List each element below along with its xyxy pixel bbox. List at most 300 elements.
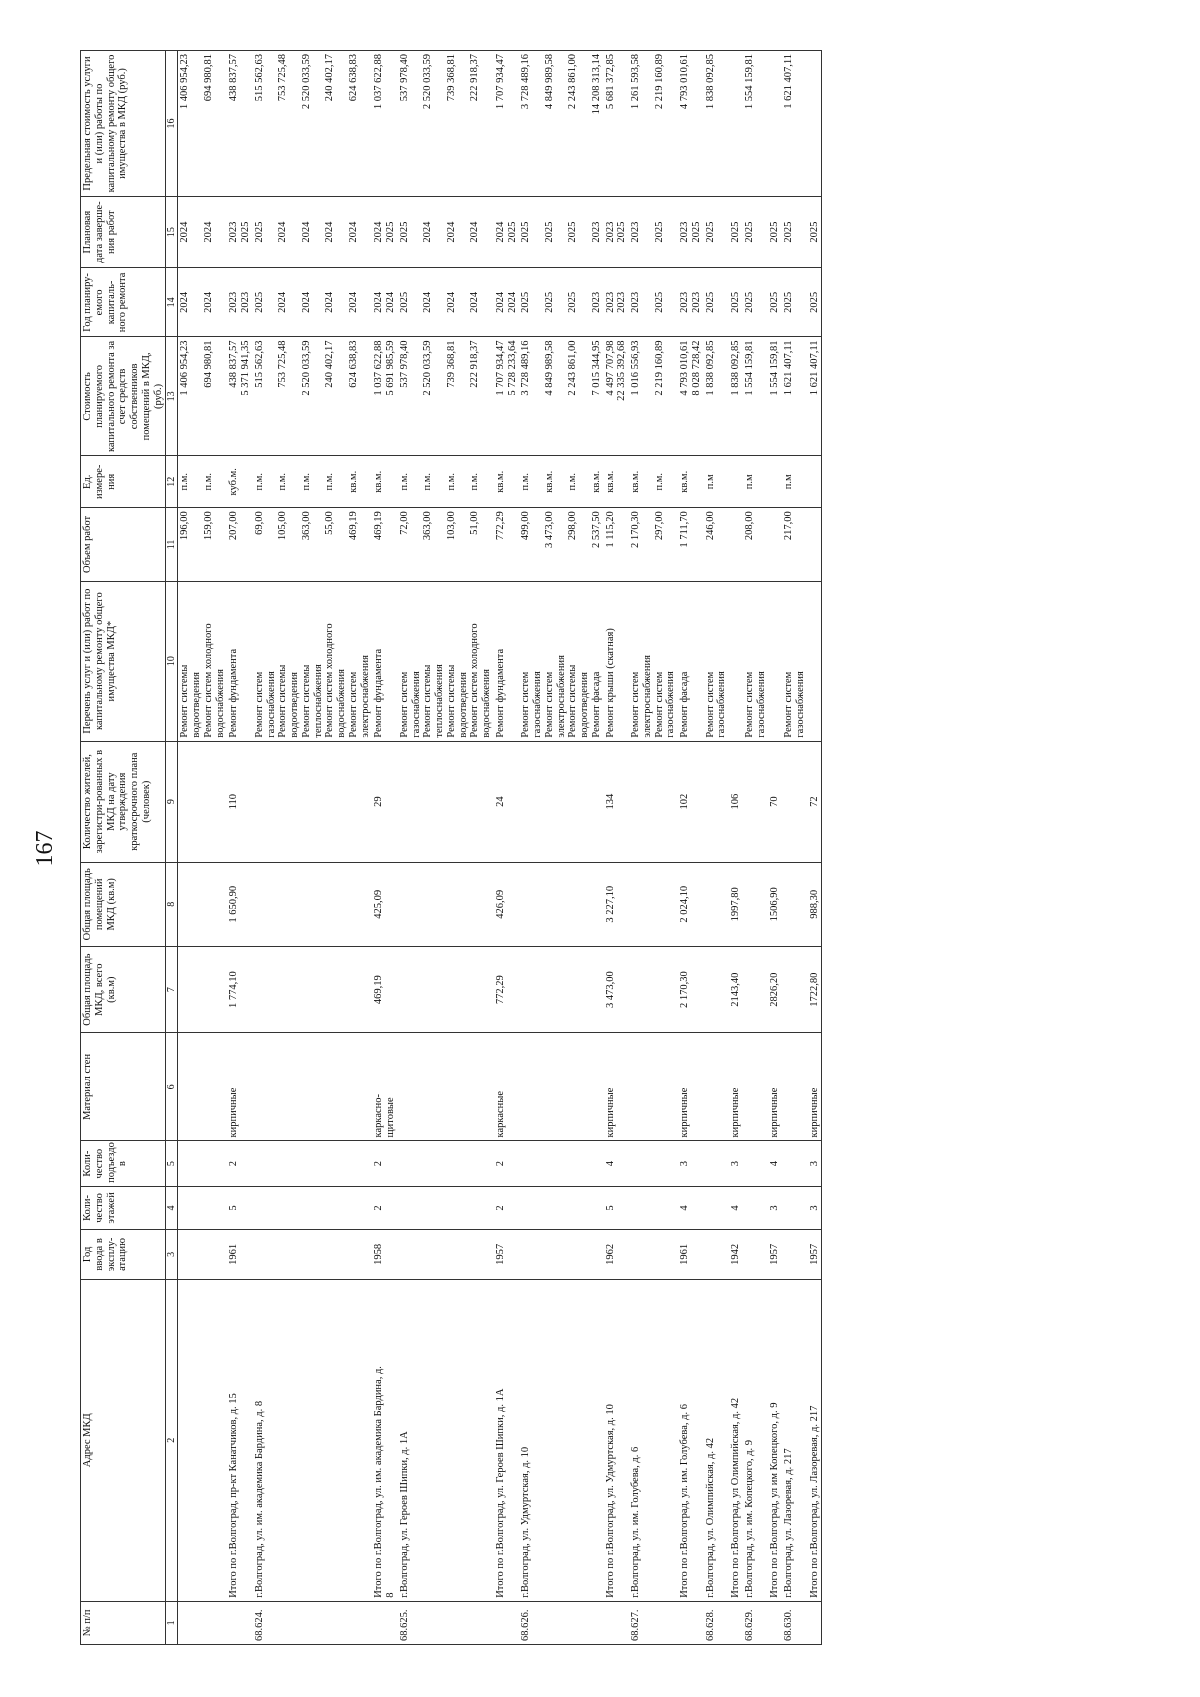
header-cell: Перечень услуг и (или) работ по капитальному ремонту общего имущества МКД*: [81, 581, 166, 741]
column-number: 3: [166, 1230, 178, 1280]
unit-cell: [729, 456, 743, 508]
end-year-cell: 2024 2024: [178, 197, 228, 268]
end-year-cell: 2023 2025: [629, 197, 678, 268]
unit-cell: п.м. п.м. п.м. п.м.: [398, 456, 494, 508]
address-cell: г.Волгоград, ул. им. Голубева, д. 6: [629, 1279, 678, 1601]
work-list-cell: Ремонт систем газоснабжения Ремонт системы водоотведения Ремонт системы теплоснабжения Ремонт систем холодного водоснабжения Ремонт систем электроснабжения: [253, 581, 373, 741]
residents-cell: [178, 741, 228, 862]
address-cell: Итого по г.Волгоград, пр-кт Канатчиков, д. 15: [227, 1279, 253, 1601]
wall-material-cell: кирпичные: [604, 1033, 630, 1141]
volume-cell: 207,00: [227, 508, 253, 581]
limit-cost-cell: 5 681 372,85: [604, 51, 630, 197]
row-number: 68.629.: [743, 1601, 769, 1644]
end-year-cell: 2025 2024 2024 2024: [398, 197, 494, 268]
limit-cost-cell: 3 728 489,16 4 849 989,58 2 243 861,00 14 208 313,14: [519, 51, 603, 197]
premises-area-cell: 426,09: [494, 862, 520, 946]
entrances-cell: [519, 1141, 603, 1186]
end-year-cell: 2023 2025: [678, 197, 704, 268]
address-cell: г.Волгоград, ул. Героев Шипки, д. 1А: [398, 1279, 494, 1601]
wall-material-cell: каркасные: [494, 1033, 520, 1141]
total-area-cell: 772,29: [494, 946, 520, 1032]
total-area-cell: 2143,40: [729, 946, 743, 1032]
premises-area-cell: [782, 862, 808, 946]
wall-material-cell: [704, 1033, 730, 1141]
cost-cell: 515 562,63 753 725,48 2 520 033,59 240 402,17 624 638,83: [253, 337, 373, 456]
plan-year-cell: 2025 2024 2024 2024 2024: [253, 268, 373, 337]
cost-cell: 1 707 934,47 5 728 233,64: [494, 337, 520, 456]
row-number: [604, 1601, 630, 1644]
row-number: 68.630.: [782, 1601, 808, 1644]
volume-cell: 72,00 363,00 103,00 51,00: [398, 508, 494, 581]
residents-cell: [398, 741, 494, 862]
premises-area-cell: [629, 862, 678, 946]
limit-cost-cell: 4 793 010,61: [678, 51, 704, 197]
residents-cell: [253, 741, 373, 862]
column-number: 13: [166, 337, 178, 456]
total-area-cell: [398, 946, 494, 1032]
plan-year-cell: 2025 2025 2025 2023: [519, 268, 603, 337]
address-cell: Итого по г.Волгоград, ул Олимпийская, д. 42: [729, 1279, 743, 1601]
total-area-cell: 2826,20: [768, 946, 782, 1032]
row-number: [227, 1601, 253, 1644]
entrances-cell: 3: [678, 1141, 704, 1186]
limit-cost-cell: 1 554 159,81: [743, 51, 769, 197]
plan-year-cell: 2025 2024 2024 2024: [398, 268, 494, 337]
total-area-cell: [704, 946, 730, 1032]
work-list-cell: Ремонт фундамента: [227, 581, 253, 741]
volume-cell: 1 115,20: [604, 508, 630, 581]
entrances-cell: [704, 1141, 730, 1186]
plan-year-cell: 2024 2024: [372, 268, 398, 337]
unit-cell: п.м. кв.м. п.м. кв.м.: [519, 456, 603, 508]
table-row: [629, 51, 678, 1645]
total-row: [768, 51, 782, 1645]
wall-material-cell: [743, 1033, 769, 1141]
unit-cell: кв.м.: [372, 456, 398, 508]
unit-cell: [808, 456, 822, 508]
year-built-cell: 1961: [678, 1230, 704, 1280]
premises-area-cell: 1997,80: [729, 862, 743, 946]
row-number: 68.626.: [519, 1601, 603, 1644]
entrances-cell: [629, 1141, 678, 1186]
cost-cell: 1 621 407,11: [782, 337, 808, 456]
work-list-cell: [808, 581, 822, 741]
floors-cell: [398, 1186, 494, 1229]
header-cell: Год планиру-емого капиталь-ного ремонта: [81, 268, 166, 337]
column-number: 12: [166, 456, 178, 508]
year-built-cell: 1957: [808, 1230, 822, 1280]
plan-year-cell: 2025: [768, 268, 782, 337]
total-area-cell: 1 774,10: [227, 946, 253, 1032]
limit-cost-cell: 1 261 593,58 2 219 160,89: [629, 51, 678, 197]
volume-cell: 2 170,30 297,00: [629, 508, 678, 581]
limit-cost-cell: 1 838 092,85: [704, 51, 730, 197]
address-cell: Итого по г.Волгоград, ул. им. Голубева, д. 6: [678, 1279, 704, 1601]
address-cell: г.Волгоград, ул. Лазоревая, д. 217: [782, 1279, 808, 1601]
year-built-cell: 1957: [494, 1230, 520, 1280]
premises-area-cell: 1506,90: [768, 862, 782, 946]
unit-cell: [768, 456, 782, 508]
volume-cell: 499,00 3 473,00 298,00 2 537,50: [519, 508, 603, 581]
cost-cell: 3 728 489,16 4 849 989,58 2 243 861,00 7 015 344,95: [519, 337, 603, 456]
entrances-cell: [743, 1141, 769, 1186]
year-built-cell: 1961: [227, 1230, 253, 1280]
table-row: [178, 51, 228, 1645]
end-year-cell: 2025: [743, 197, 769, 268]
unit-cell: п.м. п.м.: [178, 456, 228, 508]
volume-cell: 69,00 105,00 363,00 55,00 469,19: [253, 508, 373, 581]
total-row: [494, 51, 520, 1645]
entrances-cell: 4: [768, 1141, 782, 1186]
work-list-cell: Ремонт систем газоснабжения: [704, 581, 730, 741]
volume-cell: [768, 508, 782, 581]
cost-cell: 1 838 092,85: [704, 337, 730, 456]
wall-material-cell: кирпичные: [729, 1033, 743, 1141]
residents-cell: 72: [808, 741, 822, 862]
volume-cell: 208,00: [743, 508, 769, 581]
total-row: [808, 51, 822, 1645]
residents-cell: [743, 741, 769, 862]
column-number: 15: [166, 197, 178, 268]
wall-material-cell: [178, 1033, 228, 1141]
total-row: [227, 51, 253, 1645]
end-year-cell: 2024 2025: [494, 197, 520, 268]
floors-cell: [743, 1186, 769, 1229]
cost-cell: 1 621 407,11: [808, 337, 822, 456]
total-row: [729, 51, 743, 1645]
header-cell: Предельная стоимость услуги и (или) работы по капитальному ремонту общего имущества в МКД (руб.): [81, 51, 166, 197]
premises-area-cell: 3 227,10: [604, 862, 630, 946]
total-area-cell: [629, 946, 678, 1032]
row-number: [808, 1601, 822, 1644]
total-row: [604, 51, 630, 1645]
unit-cell: кв.м.: [494, 456, 520, 508]
floors-cell: [178, 1186, 228, 1229]
column-number: 4: [166, 1186, 178, 1229]
year-built-cell: 1942: [729, 1230, 743, 1280]
work-list-cell: Ремонт систем газоснабжения Ремонт систем электроснабжения Ремонт системы водоотведения Ремонт фасада: [519, 581, 603, 741]
floors-cell: 2: [494, 1186, 520, 1229]
plan-year-cell: 2025: [743, 268, 769, 337]
volume-cell: 1 711,70: [678, 508, 704, 581]
row-number: [372, 1601, 398, 1644]
residents-cell: 102: [678, 741, 704, 862]
address-cell: Итого по г.Волгоград, ул. им. академика Бардина, д. 8: [372, 1279, 398, 1601]
premises-area-cell: 988,30: [808, 862, 822, 946]
column-number: 9: [166, 741, 178, 862]
residents-cell: 106: [729, 741, 743, 862]
residents-cell: [782, 741, 808, 862]
cost-cell: 438 837,57 5 371 941,35: [227, 337, 253, 456]
year-built-cell: 1957: [768, 1230, 782, 1280]
work-list-cell: Ремонт систем газоснабжения: [743, 581, 769, 741]
unit-cell: кв.м. п.м.: [629, 456, 678, 508]
year-built-cell: [253, 1230, 373, 1280]
entrances-cell: 2: [372, 1141, 398, 1186]
plan-year-cell: 2023 2023: [678, 268, 704, 337]
floors-cell: [629, 1186, 678, 1229]
floors-cell: 4: [729, 1186, 743, 1229]
total-area-cell: [178, 946, 228, 1032]
header-cell: Коли-чество этажей: [81, 1186, 166, 1229]
floors-cell: [782, 1186, 808, 1229]
year-built-cell: [629, 1230, 678, 1280]
header-cell: Объем работ: [81, 508, 166, 581]
column-number: 6: [166, 1033, 178, 1141]
plan-year-cell: 2024 2024: [494, 268, 520, 337]
header-cell: Количество жителей, зарегистри-рованных в МКД на дату утверждения краткосрочного плана (человек): [81, 741, 166, 862]
residents-cell: [704, 741, 730, 862]
premises-area-cell: [519, 862, 603, 946]
column-number: 5: [166, 1141, 178, 1186]
total-area-cell: 3 473,00: [604, 946, 630, 1032]
work-list-cell: Ремонт крыши (скатная): [604, 581, 630, 741]
row-number: 68.627.: [629, 1601, 678, 1644]
residents-cell: 29: [372, 741, 398, 862]
row-number: 68.624.: [253, 1601, 373, 1644]
end-year-cell: 2023 2025: [227, 197, 253, 268]
plan-year-cell: 2025: [782, 268, 808, 337]
limit-cost-cell: 515 562,63 753 725,48 2 520 033,59 240 402,17 624 638,83: [253, 51, 373, 197]
floors-cell: 2: [372, 1186, 398, 1229]
entrances-cell: 3: [808, 1141, 822, 1186]
cost-cell: 1 554 159,81: [743, 337, 769, 456]
header-cell: Общая площадь МКД, всего (кв.м): [81, 946, 166, 1032]
plan-year-cell: 2023 2025: [629, 268, 678, 337]
row-number: [729, 1601, 743, 1644]
entrances-cell: [398, 1141, 494, 1186]
table-row: [782, 51, 808, 1645]
cost-cell: 4 793 010,61 8 028 728,42: [678, 337, 704, 456]
row-number: 68.625.: [398, 1601, 494, 1644]
year-built-cell: [398, 1230, 494, 1280]
end-year-cell: 2025: [808, 197, 822, 268]
work-list-cell: [729, 581, 743, 741]
floors-cell: 3: [808, 1186, 822, 1229]
address-cell: Итого по г.Волгоград, ул. Героев Шипки, д. 1А: [494, 1279, 520, 1601]
premises-area-cell: 425,09: [372, 862, 398, 946]
work-list-cell: Ремонт систем газоснабжения Ремонт системы теплоснабжения Ремонт системы водоотведения Ремонт систем холодного водоснабжения: [398, 581, 494, 741]
unit-cell: п.м. п.м. п.м. п.м. кв.м.: [253, 456, 373, 508]
address-cell: г.Волгоград, ул. им. Копецкого, д. 9: [743, 1279, 769, 1601]
header-cell: Плановая дата заверше-ния работ: [81, 197, 166, 268]
year-built-cell: [782, 1230, 808, 1280]
volume-cell: 246,00: [704, 508, 730, 581]
cost-cell: 1 016 556,93 2 219 160,89: [629, 337, 678, 456]
plan-year-cell: 2023 2023: [604, 268, 630, 337]
work-list-cell: Ремонт систем электроснабжения Ремонт систем газоснабжения: [629, 581, 678, 741]
header-cell: Общая площадь помещений МКД (кв.м): [81, 862, 166, 946]
floors-cell: 5: [227, 1186, 253, 1229]
total-area-cell: [782, 946, 808, 1032]
address-cell: Итого по г.Волгоград, ул. Удмуртская, д. 10: [604, 1279, 630, 1601]
entrances-cell: 2: [227, 1141, 253, 1186]
residents-cell: [629, 741, 678, 862]
residents-cell: 134: [604, 741, 630, 862]
capital-repair-table: [80, 50, 822, 1645]
total-area-cell: 469,19: [372, 946, 398, 1032]
volume-cell: [808, 508, 822, 581]
premises-area-cell: [398, 862, 494, 946]
column-number-row: [166, 51, 178, 1645]
column-number: 8: [166, 862, 178, 946]
row-number: [494, 1601, 520, 1644]
column-number: 1: [166, 1601, 178, 1644]
floors-cell: [519, 1186, 603, 1229]
address-cell: Итого по г.Волгоград, ул им Копецкого, д. 9: [768, 1279, 782, 1601]
plan-year-cell: 2024 2024: [178, 268, 228, 337]
limit-cost-cell: [768, 51, 782, 197]
unit-cell: п.м: [704, 456, 730, 508]
wall-material-cell: [782, 1033, 808, 1141]
address-cell: г.Волгоград, ул. Олимпийская, д. 42: [704, 1279, 730, 1601]
cost-cell: 4 497 707,98 22 335 392,68: [604, 337, 630, 456]
floors-cell: 4: [678, 1186, 704, 1229]
row-number: [678, 1601, 704, 1644]
table-row: [704, 51, 730, 1645]
premises-area-cell: [704, 862, 730, 946]
year-built-cell: [743, 1230, 769, 1280]
header-cell: Адрес МКД: [81, 1279, 166, 1601]
total-area-cell: 2 170,30: [678, 946, 704, 1032]
unit-cell: п.м: [782, 456, 808, 508]
floors-cell: [253, 1186, 373, 1229]
row-number: [178, 1601, 228, 1644]
year-built-cell: 1958: [372, 1230, 398, 1280]
header-cell: Материал стен: [81, 1033, 166, 1141]
cost-cell: 1 554 159,81: [768, 337, 782, 456]
premises-area-cell: [178, 862, 228, 946]
entrances-cell: 2: [494, 1141, 520, 1186]
wall-material-cell: кирпичные: [678, 1033, 704, 1141]
column-number: 11: [166, 508, 178, 581]
header-cell: № п/п: [81, 1601, 166, 1644]
work-list-cell: Ремонт фасада: [678, 581, 704, 741]
wall-material-cell: кирпичные: [808, 1033, 822, 1141]
table-header-row: [81, 51, 166, 1645]
total-area-cell: [743, 946, 769, 1032]
table-row: [519, 51, 603, 1645]
entrances-cell: [253, 1141, 373, 1186]
floors-cell: 5: [604, 1186, 630, 1229]
column-number: 7: [166, 946, 178, 1032]
cost-cell: 1 037 622,88 5 691 985,59: [372, 337, 398, 456]
row-number: 68.628.: [704, 1601, 730, 1644]
total-area-cell: 1722,80: [808, 946, 822, 1032]
header-cell: Год ввода в эксплу-атацию: [81, 1230, 166, 1280]
wall-material-cell: [629, 1033, 678, 1141]
wall-material-cell: каркасно- щитовые: [372, 1033, 398, 1141]
header-cell: Стоимость планируемого капитального ремонта за счет средств собственников помещений в МКД, (руб.): [81, 337, 166, 456]
work-list-cell: [768, 581, 782, 741]
address-cell: г.Волгоград, ул. им. академика Бардина, д. 8: [253, 1279, 373, 1601]
residents-cell: [519, 741, 603, 862]
unit-cell: п.м: [743, 456, 769, 508]
column-number: 14: [166, 268, 178, 337]
limit-cost-cell: 438 837,57: [227, 51, 253, 197]
volume-cell: [729, 508, 743, 581]
floors-cell: [704, 1186, 730, 1229]
end-year-cell: 2024 2025: [372, 197, 398, 268]
limit-cost-cell: [729, 51, 743, 197]
address-cell: [178, 1279, 228, 1601]
plan-year-cell: 2025: [729, 268, 743, 337]
unit-cell: куб.м.: [227, 456, 253, 508]
cost-cell: 1 838 092,85: [729, 337, 743, 456]
volume-cell: 196,00 159,00: [178, 508, 228, 581]
work-list-cell: Ремонт фундамента: [494, 581, 520, 741]
end-year-cell: 2025: [704, 197, 730, 268]
volume-cell: 217,00: [782, 508, 808, 581]
limit-cost-cell: 1 621 407,11: [782, 51, 808, 197]
plan-year-cell: 2025: [704, 268, 730, 337]
unit-cell: кв.м.: [604, 456, 630, 508]
plan-year-cell: 2025: [808, 268, 822, 337]
entrances-cell: [178, 1141, 228, 1186]
total-row: [372, 51, 398, 1645]
address-cell: Итого по г.Волгоград, ул. Лазоревая, д. 217: [808, 1279, 822, 1601]
total-area-cell: [253, 946, 373, 1032]
limit-cost-cell: 537 978,40 2 520 033,59 739 368,81 222 918,37: [398, 51, 494, 197]
plan-year-cell: 2023 2023: [227, 268, 253, 337]
end-year-cell: 2025: [729, 197, 743, 268]
premises-area-cell: 2 024,10: [678, 862, 704, 946]
work-list-cell: Ремонт систем газоснабжения: [782, 581, 808, 741]
limit-cost-cell: [808, 51, 822, 197]
volume-cell: 469,19: [372, 508, 398, 581]
premises-area-cell: [743, 862, 769, 946]
row-number: [768, 1601, 782, 1644]
premises-area-cell: [253, 862, 373, 946]
table-row: [398, 51, 494, 1645]
column-number: 16: [166, 51, 178, 197]
year-built-cell: [519, 1230, 603, 1280]
wall-material-cell: кирпичные: [227, 1033, 253, 1141]
column-number: 2: [166, 1279, 178, 1601]
header-cell: Ед. измере-ния: [81, 456, 166, 508]
end-year-cell: 2025 2024 2024 2024 2024: [253, 197, 373, 268]
work-list-cell: Ремонт фундамента: [372, 581, 398, 741]
entrances-cell: 4: [604, 1141, 630, 1186]
header-cell: Коли-чество подъездо в: [81, 1141, 166, 1186]
volume-cell: 772,29: [494, 508, 520, 581]
entrances-cell: [782, 1141, 808, 1186]
residents-cell: 110: [227, 741, 253, 862]
cost-cell: 1 406 954,23 694 980,81: [178, 337, 228, 456]
column-number: 10: [166, 581, 178, 741]
table-row: [743, 51, 769, 1645]
wall-material-cell: [398, 1033, 494, 1141]
cost-cell: 537 978,40 2 520 033,59 739 368,81 222 918,37: [398, 337, 494, 456]
total-row: [678, 51, 704, 1645]
premises-area-cell: 1 650,90: [227, 862, 253, 946]
page-number: 167: [32, 830, 58, 867]
year-built-cell: [178, 1230, 228, 1280]
limit-cost-cell: 1 707 934,47: [494, 51, 520, 197]
address-cell: г.Волгоград, ул. Удмуртская, д. 10: [519, 1279, 603, 1601]
table-body: [178, 51, 822, 1645]
end-year-cell: 2025 2025 2025 2023: [519, 197, 603, 268]
unit-cell: кв.м.: [678, 456, 704, 508]
year-built-cell: 1962: [604, 1230, 630, 1280]
end-year-cell: 2025: [782, 197, 808, 268]
residents-cell: 70: [768, 741, 782, 862]
wall-material-cell: [253, 1033, 373, 1141]
total-area-cell: [519, 946, 603, 1032]
table-row: [253, 51, 373, 1645]
wall-material-cell: [519, 1033, 603, 1141]
floors-cell: 3: [768, 1186, 782, 1229]
